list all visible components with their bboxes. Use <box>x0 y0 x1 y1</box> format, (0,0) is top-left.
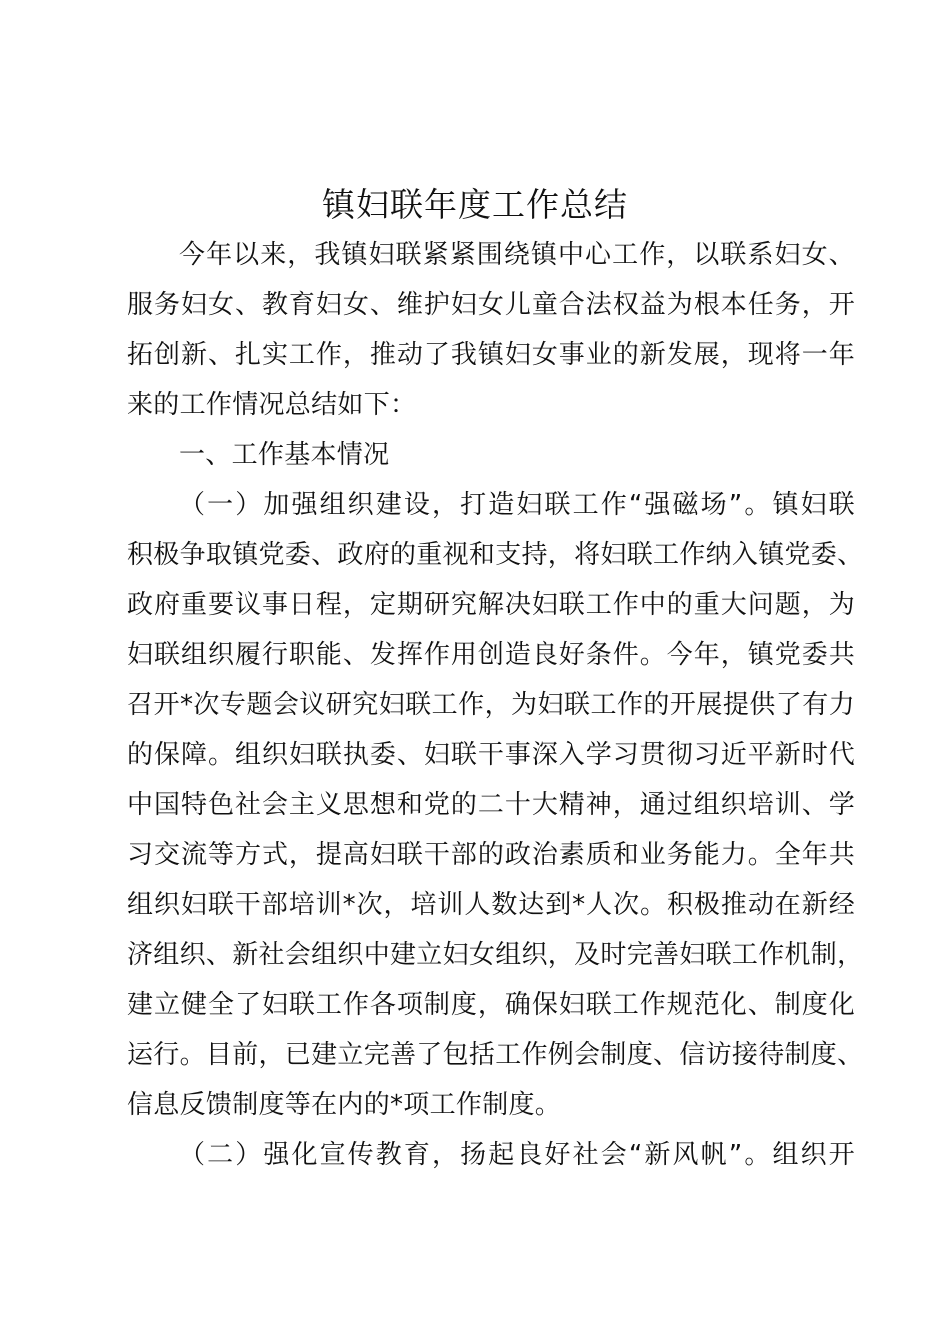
paragraph-1-line-3: 政府重要议事日程，定期研究解决妇联工作中的重大问题，为 <box>127 590 855 620</box>
paragraph-1-line-8: 习交流等方式，提高妇联干部的政治素质和业务能力。全年共 <box>127 840 855 870</box>
paragraph-1-line-7: 中国特色社会主义思想和党的二十大精神，通过组织培训、学 <box>127 790 855 820</box>
document-body <box>127 230 864 1180</box>
paragraph-intro-line-1: 今年以来，我镇妇联紧紧围绕镇中心工作，以联系妇女、 <box>179 240 855 270</box>
section-heading: 一、工作基本情况 <box>179 440 390 470</box>
paragraph-intro-line-2: 服务妇女、教育妇女、维护妇女儿童合法权益为根本任务，开 <box>127 290 855 320</box>
paragraph-1-line-13: 信息反馈制度等在内的*项工作制度。 <box>127 1090 562 1120</box>
paragraph-2-line-1: （二）强化宣传教育，扬起良好社会“新风帆”。组织开 <box>179 1140 855 1170</box>
paragraph-intro-line-3: 拓创新、扎实工作，推动了我镇妇女事业的新发展，现将一年 <box>127 340 855 370</box>
paragraph-1-line-1: （一）加强组织建设，打造妇联工作“强磁场”。镇妇联 <box>179 490 855 520</box>
paragraph-1-line-5: 召开*次专题会议研究妇联工作，为妇联工作的开展提供了有力 <box>127 690 855 720</box>
paragraph-intro-line-4: 来的工作情况总结如下： <box>127 390 417 420</box>
paragraph-1-line-10: 济组织、新社会组织中建立妇女组织，及时完善妇联工作机制， <box>127 940 864 970</box>
paragraph-1-line-12: 运行。目前，已建立完善了包括工作例会制度、信访接待制度、 <box>127 1040 864 1070</box>
paragraph-1-line-6: 的保障。组织妇联执委、妇联干事深入学习贯彻习近平新时代 <box>127 740 855 770</box>
paragraph-1-line-9: 组织妇联干部培训*次，培训人数达到*人次。积极推动在新经 <box>127 890 855 920</box>
paragraph-1-line-2: 积极争取镇党委、政府的重视和支持，将妇联工作纳入镇党委、 <box>127 540 864 570</box>
paragraph-1-line-11: 建立健全了妇联工作各项制度，确保妇联工作规范化、制度化 <box>127 990 855 1020</box>
paragraph-1-line-4: 妇联组织履行职能、发挥作用创造良好条件。今年，镇党委共 <box>127 640 855 670</box>
document-title: 镇妇联年度工作总结 <box>322 185 628 224</box>
